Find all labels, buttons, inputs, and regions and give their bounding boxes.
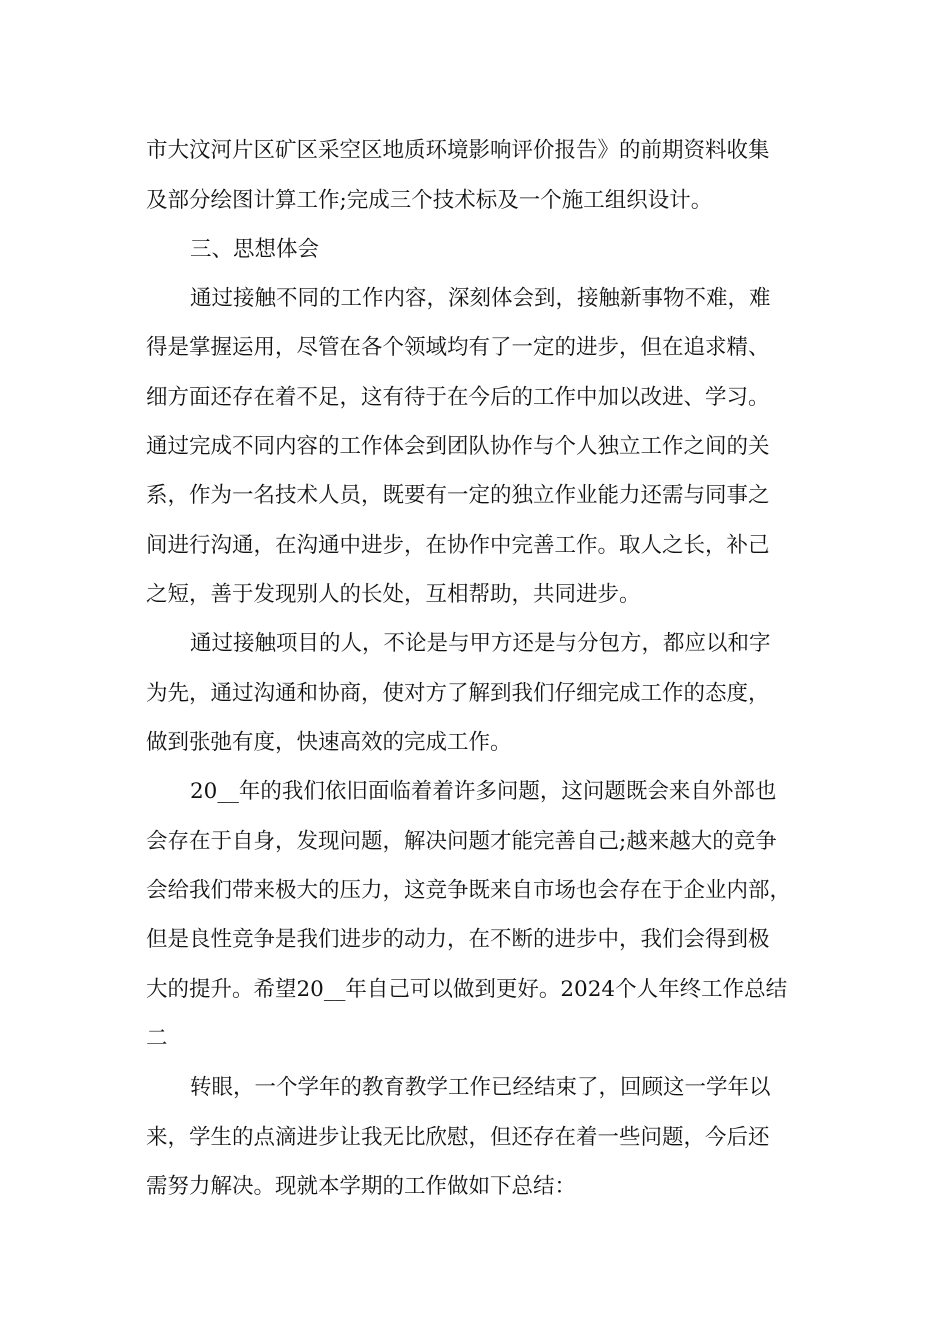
text-line: 会给我们带来极大的压力，这竞争既来自市场也会存在于企业内部，	[146, 878, 792, 903]
text-line: 市大汶河片区矿区采空区地质环境影响评价报告》的前期资料收集	[146, 138, 770, 163]
text-line: 为先，通过沟通和协商，使对方了解到我们仔细完成工作的态度，	[146, 681, 770, 706]
text-line: 及部分绘图计算工作;完成三个技术标及一个施工组织设计。	[146, 188, 713, 213]
text-line: 通过接触项目的人，不论是与甲方还是与分包方，都应以和字	[190, 631, 771, 656]
text-line: 但是良性竞争是我们进步的动力，在不断的进步中，我们会得到极	[146, 927, 770, 952]
text-line: 系，作为一名技术人员，既要有一定的独立作业能力还需与同事之	[146, 483, 770, 508]
text-line: 20__年的我们依旧面临着着许多问题，这问题既会来自外部也	[190, 779, 777, 804]
text-line: 得是掌握运用，尽管在各个领域均有了一定的进步，但在追求精、	[146, 335, 770, 360]
text-line: 大的提升。希望20__年自己可以做到更好。2024个人年终工作总结	[146, 977, 788, 1002]
text-line: 二	[146, 1026, 168, 1051]
text-line: 需努力解决。现就本学期的工作做如下总结：	[146, 1174, 577, 1199]
text-line: 做到张弛有度，快速高效的完成工作。	[146, 730, 512, 755]
section-heading: 三、思想体会	[190, 237, 320, 262]
text-line: 细方面还存在着不足，这有待于在今后的工作中加以改进、学习。	[146, 385, 770, 410]
text-line: 转眼，一个学年的教育教学工作已经结束了，回顾这一学年以	[190, 1075, 771, 1100]
text-line: 通过完成不同内容的工作体会到团队协作与个人独立工作之间的关	[146, 434, 770, 459]
text-line: 通过接触不同的工作内容，深刻体会到，接触新事物不难，难	[190, 286, 771, 311]
text-line: 间进行沟通，在沟通中进步，在协作中完善工作。取人之长，补己	[146, 533, 770, 558]
text-line: 会存在于自身，发现问题，解决问题才能完善自己;越来越大的竞争	[146, 829, 777, 854]
text-line: 之短，善于发现别人的长处，互相帮助，共同进步。	[146, 582, 641, 607]
text-line: 来，学生的点滴进步让我无比欣慰，但还存在着一些问题，今后还	[146, 1125, 770, 1150]
